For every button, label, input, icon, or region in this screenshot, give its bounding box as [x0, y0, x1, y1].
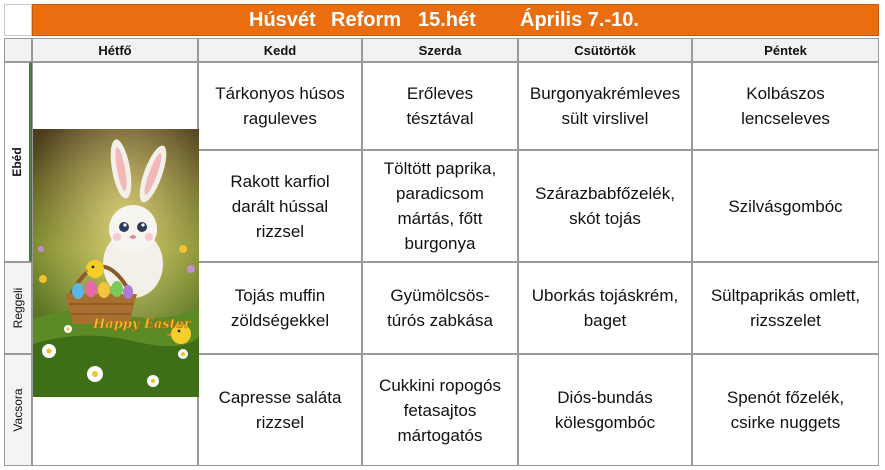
- corner-cell: [4, 4, 32, 36]
- cell-friday-r3[interactable]: Sültpaprikás omlett, rizsszelet: [692, 262, 879, 354]
- cell-tuesday-r4[interactable]: Capresse saláta rizzsel: [198, 354, 362, 466]
- cell-thursday-r2[interactable]: Szárazbabfőzelék, skót tojás: [518, 150, 692, 262]
- cell-tuesday-r2[interactable]: Rakott karfiol darált hússal rizzsel: [198, 150, 362, 262]
- row-label-reggeli-text: Reggeli: [11, 287, 25, 329]
- row-label-vacsora-text: Vacsora: [11, 388, 25, 432]
- cell-wednesday-r4[interactable]: Cukkini ropogós fetasajtos mártogatós: [362, 354, 518, 466]
- title-word-1: Húsvét: [249, 9, 316, 31]
- header-day-thursday[interactable]: Csütörtök: [518, 38, 692, 62]
- row-label-ebed-text: Ebéd: [10, 147, 24, 177]
- header-day-monday[interactable]: Hétfő: [32, 38, 198, 62]
- row-label-reggeli[interactable]: [4, 262, 32, 354]
- title-bar: [32, 4, 879, 36]
- cell-thursday-r3[interactable]: Uborkás tojáskrém, baget: [518, 262, 692, 354]
- row-label-vacsora[interactable]: [4, 354, 32, 466]
- title-week: 15.hét: [418, 9, 476, 31]
- cell-wednesday-r1[interactable]: Erőleves tésztával: [362, 62, 518, 150]
- cell-thursday-r4[interactable]: Diós-bundás kölesgombóc: [518, 354, 692, 466]
- cell-friday-r1[interactable]: Kolbászos lencseleves: [692, 62, 879, 150]
- cell-friday-r4[interactable]: Spenót főzelék, csirke nuggets: [692, 354, 879, 466]
- cell-thursday-r1[interactable]: Burgonyakrémleves sült virslivel: [518, 62, 692, 150]
- easter-caption: Happy Easter: [93, 317, 191, 332]
- cell-tuesday-r3[interactable]: Tojás muffin zöldségekkel: [198, 262, 362, 354]
- header-corner: [4, 38, 32, 62]
- cell-wednesday-r3[interactable]: Gyümölcsös- túrós zabkása: [362, 262, 518, 354]
- title-word-2: Reform: [331, 9, 402, 31]
- cell-wednesday-r2[interactable]: Töltött paprika, paradicsom mártás, főtt burgonya: [362, 150, 518, 262]
- easter-bunny-image[interactable]: [33, 129, 199, 397]
- row-label-ebed[interactable]: [4, 62, 32, 262]
- title-dates: Április 7.-10.: [520, 9, 639, 31]
- header-day-wednesday[interactable]: Szerda: [362, 38, 518, 62]
- cell-friday-r2[interactable]: Szilvásgombóc: [692, 150, 879, 262]
- cell-tuesday-r1[interactable]: Tárkonyos húsos raguleves: [198, 62, 362, 150]
- header-day-tuesday[interactable]: Kedd: [198, 38, 362, 62]
- header-day-friday[interactable]: Péntek: [692, 38, 879, 62]
